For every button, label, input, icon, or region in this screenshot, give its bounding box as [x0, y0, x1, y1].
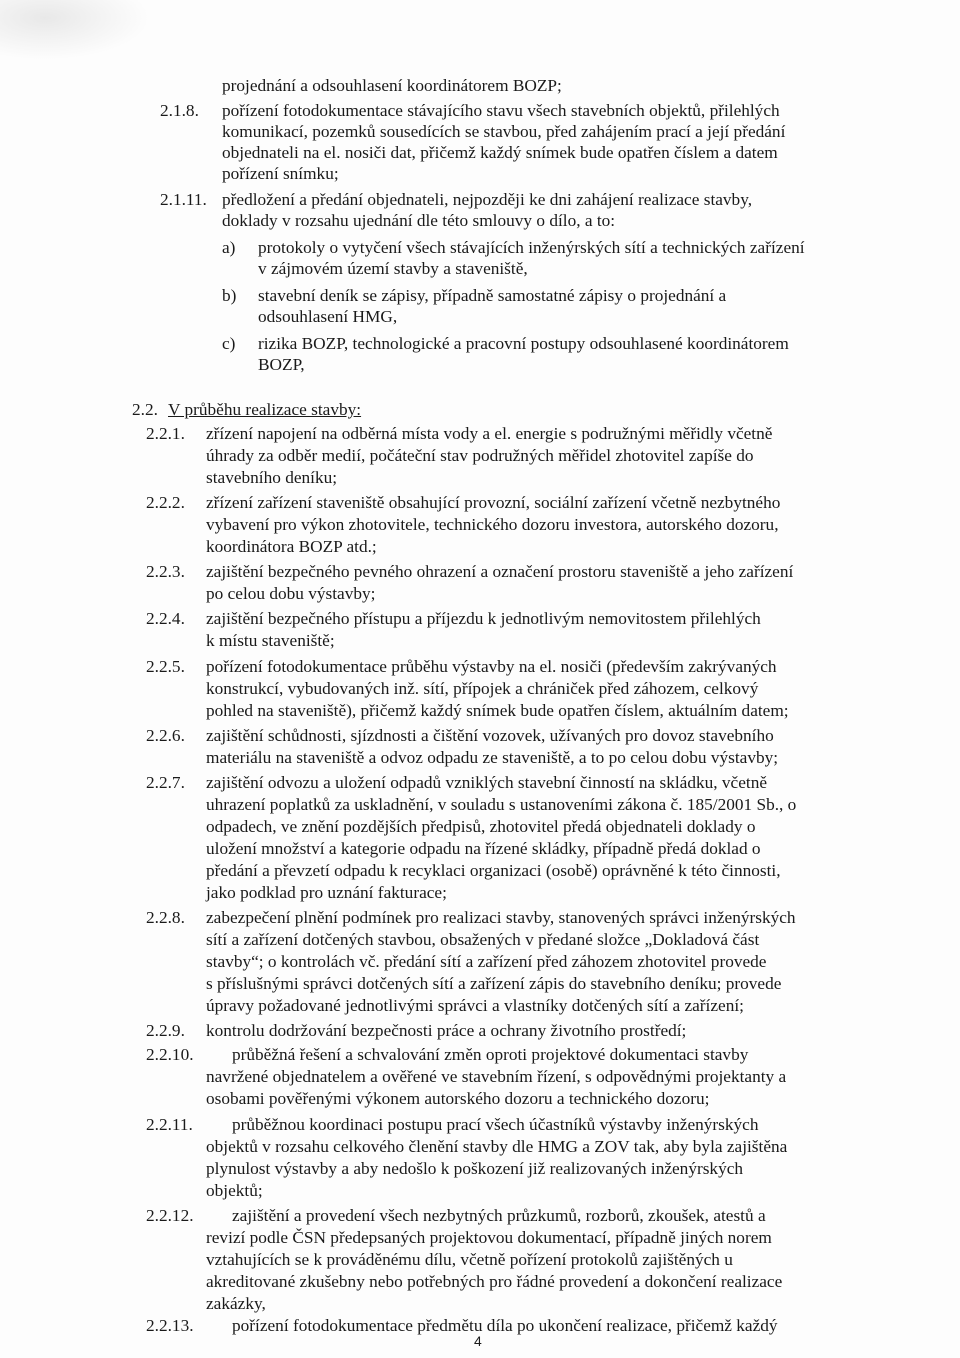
text-line: objektů;	[206, 1181, 263, 1200]
text-line: s příslušnými správci dotčených sítí a zařízení zápis do stavebního deníku; provede	[206, 974, 782, 993]
text-line: zajištění bezpečného přístupu a příjezdu k jednotlivým nemovitostem přilehlých	[206, 609, 761, 628]
text-line: komunikací, pozemků sousedících se stavbou, před zahájením prací a její předání	[222, 122, 786, 141]
section-heading: V průběhu realizace stavby:	[168, 400, 362, 419]
text-line: uhrazení poplatků za uskladnění, v souladu s ustanoveními zákona č. 185/2001 Sb., o	[206, 795, 797, 814]
text-line: akreditované zkušebny nebo potřebných pro řádné provedení a dokončení realizace	[206, 1272, 783, 1291]
item-letter: a)	[222, 238, 236, 257]
text-line: koordinátora BOZP atd.;	[206, 537, 377, 556]
text-line: BOZP,	[258, 355, 305, 374]
text-line: stavební deník se zápisy, případně samostatné zápisy o projednání a	[258, 286, 727, 305]
text-line: po celou dobu výstavby;	[206, 584, 376, 603]
text-line: materiálu na staveniště a odvoz odpadu ze staveniště, a to po celou dobu výstavby;	[206, 748, 779, 767]
item-number: 2.2.11.	[146, 1115, 193, 1134]
text-line: uložení množství a kategorie odpadu na řízené skládky, případně předá doklad o	[206, 839, 761, 858]
text-line: zřízení napojení na odběrná místa vody a el. energie s podružnými měřidly včetně	[206, 424, 773, 443]
item-number: 2.2.8.	[146, 908, 185, 927]
text-line: pohled na staveniště), přičemž každý snímek bude opatřen číslem, aktuálním datem;	[206, 701, 789, 720]
text-line: vybavení pro výkon zhotovitele, technického dozoru investora, autorského dozoru,	[206, 515, 779, 534]
item-number: 2.2.5.	[146, 657, 185, 676]
item-number: 2.2.6.	[146, 726, 185, 745]
text-line: průběžnou koordinaci postupu prací všech účastníků výstavby inženýrských	[232, 1115, 759, 1134]
text-line: pořízení snímku;	[222, 164, 339, 183]
text-line: odpadech, ve znění pozdějších předpisů, zhotovitel předá objednateli doklady o	[206, 817, 756, 836]
item-number: 2.2.7.	[146, 773, 185, 792]
text-line: úpravy požadované jednotlivými správci a vlastníky dotčených sítí a zařízení;	[206, 996, 744, 1015]
text-line: revizí podle ČSN předepsaných projektovou dokumentací, případně jiných norem	[206, 1228, 772, 1247]
text-line: projednání a odsouhlasení koordinátorem BOZP;	[222, 76, 562, 95]
section-number: 2.2.	[132, 400, 158, 419]
item-number: 2.1.8.	[160, 101, 199, 120]
item-number: 2.2.10.	[146, 1045, 194, 1064]
text-line: zajištění odvozu a uložení odpadů vzniklých stavební činností na skládku, včetně	[206, 773, 768, 792]
item-number: 2.1.11.	[160, 190, 207, 209]
text-line: protokoly o vytyčení všech stávajících inženýrských sítí a technických zařízení	[258, 238, 805, 257]
text-line: pořízení fotodokumentace stávajícího stavu všech stavebních objektů, přilehlých	[222, 101, 780, 120]
item-number: 2.2.4.	[146, 609, 185, 628]
text-line: rizika BOZP, technologické a pracovní postupy odsouhlasené koordinátorem	[258, 334, 789, 353]
text-line: odsouhlasení HMG,	[258, 307, 398, 326]
text-line: zajištění schůdnosti, sjízdnosti a čištění vozovek, užívaných pro dovoz stavebního	[206, 726, 774, 745]
text-line: vztahujících se k prováděnému dílu, včetně pořízení protokolů zajištěných u	[206, 1250, 733, 1269]
text-line: sítí a zařízení dotčených stavbou, obsažených v předané složce „Dokladová část	[206, 930, 760, 949]
text-line: kontrolu dodržování bezpečnosti práce a ochrany životního prostředí;	[206, 1021, 687, 1040]
text-line: zajištění a provedení všech nezbytných průzkumů, rozborů, zkoušek, atestů a	[232, 1206, 766, 1225]
text-line: průběžná řešení a schvalování změn oproti projektové dokumentaci stavby	[232, 1045, 749, 1064]
text-line: pořízení fotodokumentace předmětu díla po ukončení realizace, přičemž každý	[232, 1316, 778, 1335]
text-line: osobami pověřenými výkonem autorského dozoru a technického dozoru;	[206, 1089, 710, 1108]
text-line: konstrukcí, vybudovaných inž. sítí, přípojek a chrániček před záhozem, celkový	[206, 679, 759, 698]
page-number: 4	[474, 1333, 482, 1349]
text-line: zabezpečení plnění podmínek pro realizaci stavby, stanovených správci inženýrských	[206, 908, 796, 927]
item-number: 2.2.12.	[146, 1206, 194, 1225]
item-letter: b)	[222, 286, 237, 305]
item-letter: c)	[222, 334, 236, 353]
text-line: objektů v rozsahu celkového členění stavby dle HMG a ZOV tak, aby byla zajištěna	[206, 1137, 788, 1156]
text-line: plynulost výstavby a aby nedošlo k poškození již realizovaných inženýrských	[206, 1159, 744, 1178]
text-line: jako podklad pro uznání fakturace;	[206, 883, 447, 902]
text-line: doklady v rozsahu ujednání dle této smlouvy o dílo, a to:	[222, 211, 616, 230]
text-line: objednateli na el. nosiči dat, přičemž každý snímek bude opatřen číslem a datem	[222, 143, 778, 162]
text-line: pořízení fotodokumentace průběhu výstavby na el. nosiči (především zakrývaných	[206, 657, 777, 676]
text-line: předání a převzetí odpadu k recyklaci organizaci (osobě) oprávněné k této činnosti,	[206, 861, 781, 880]
text-line: zřízení zařízení staveniště obsahující provozní, sociální zařízení včetně nezbytného	[206, 493, 781, 512]
item-number: 2.2.1.	[146, 424, 185, 443]
text-line: stavby“; o kontrolách vč. předání sítí a zařízení před záhozem zhotovitel provede	[206, 952, 767, 971]
item-number: 2.2.2.	[146, 493, 185, 512]
text-line: stavebního deníku;	[206, 468, 338, 487]
item-number: 2.2.3.	[146, 562, 185, 581]
text-line: předložení a předání objednateli, nejpozději ke dni zahájení realizace stavby,	[222, 190, 753, 209]
text-line: navržené objednatelem a ověřené ve stavebním řízení, s odpovědnými projektanty a	[206, 1067, 787, 1086]
item-number: 2.2.13.	[146, 1316, 194, 1335]
text-line: úhrady za odběr medií, počáteční stav podružných měřidel zhotovitel zapíše do	[206, 446, 754, 465]
text-line: k místu staveniště;	[206, 631, 335, 650]
text-line: zajištění bezpečného pevného ohrazení a označení prostoru staveniště a jeho zařízení	[206, 562, 794, 581]
item-number: 2.2.9.	[146, 1021, 185, 1040]
text-line: zakázky,	[206, 1294, 266, 1313]
text-line: v zájmovém území stavby a staveniště,	[258, 259, 528, 278]
